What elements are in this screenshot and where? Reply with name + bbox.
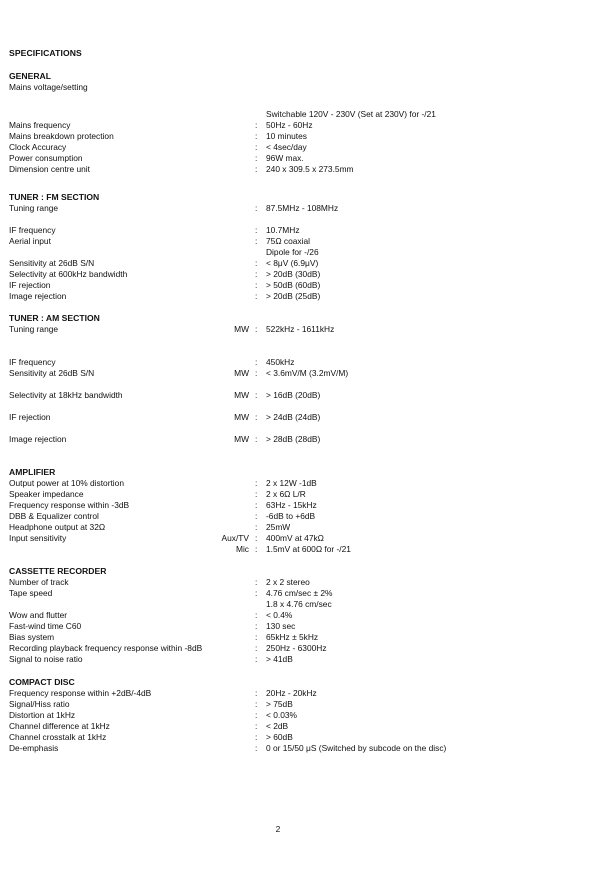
section-heading: TUNER : AM SECTION	[9, 313, 100, 323]
band-label: Mic	[235, 544, 249, 554]
spec-label: Number of track	[9, 577, 69, 587]
spec-value: 87.5MHz - 108MHz	[266, 203, 339, 213]
spec-row	[9, 688, 569, 699]
spec-label: Wow and flutter	[9, 610, 68, 620]
spec-row	[9, 324, 569, 335]
page-number: 2	[275, 824, 281, 834]
spec-label: De-emphasis	[9, 743, 59, 753]
spec-value: 450kHz	[266, 357, 295, 367]
spec-value: < 0.03%	[266, 710, 297, 720]
spec-value: 96W max.	[266, 153, 304, 163]
spec-value: < 3.6mV/M (3.2mV/M)	[266, 368, 349, 378]
spec-value: > 20dB (30dB)	[266, 269, 321, 279]
spec-label: Speaker impedance	[9, 489, 84, 499]
spec-row	[9, 643, 569, 654]
section-heading: GENERAL	[9, 71, 52, 81]
separator: :	[255, 291, 258, 301]
band-label: MW	[234, 390, 249, 400]
section-heading: COMPACT DISC	[9, 677, 75, 687]
spec-value: 2 x 12W -1dB	[266, 478, 317, 488]
spec-row	[9, 390, 569, 401]
spec-row	[9, 269, 569, 280]
spec-row	[9, 743, 569, 754]
spec-row	[9, 721, 569, 732]
spec-label: Channel crosstalk at 1kHz	[9, 732, 107, 742]
am-section	[9, 313, 569, 445]
separator: :	[255, 120, 258, 130]
separator: :	[255, 478, 258, 488]
spec-value: -6dB to +6dB	[266, 511, 316, 521]
spec-label: Dimension centre unit	[9, 164, 90, 174]
section-heading: TUNER : FM SECTION	[9, 192, 100, 202]
spec-value: 25mW	[266, 522, 291, 532]
spec-row	[9, 511, 569, 522]
fm-section	[9, 192, 569, 302]
spec-row	[9, 357, 569, 368]
spec-row	[9, 291, 569, 302]
spec-value: 130 sec	[266, 621, 296, 631]
spec-row	[9, 533, 569, 544]
separator: :	[255, 489, 258, 499]
spec-row	[9, 478, 569, 489]
spec-label: Frequency response within +2dB/-4dB	[9, 688, 152, 698]
spec-value: > 20dB (25dB)	[266, 291, 321, 301]
spec-row	[9, 621, 569, 632]
spec-row	[9, 434, 569, 445]
spec-label: IF rejection	[9, 412, 51, 422]
spec-value: Switchable 120V - 230V (Set at 230V) for -/21	[266, 109, 436, 119]
separator: :	[255, 500, 258, 510]
spec-label: Mains voltage/setting	[9, 82, 88, 92]
spec-value: 250Hz - 6300Hz	[266, 643, 327, 653]
spec-label: Headphone output at 32Ω	[9, 522, 106, 532]
spec-row	[9, 699, 569, 710]
spec-label: Aerial input	[9, 236, 51, 246]
spec-value: > 75dB	[266, 699, 293, 709]
spec-row	[9, 599, 569, 610]
separator: :	[255, 324, 258, 334]
spec-label: Mains frequency	[9, 120, 71, 130]
spec-label: Output power at 10% distortion	[9, 478, 124, 488]
spec-label: Signal/Hiss ratio	[9, 699, 70, 709]
separator: :	[255, 153, 258, 163]
spec-value: 63Hz - 15kHz	[266, 500, 317, 510]
spec-row	[9, 203, 569, 214]
spec-row	[9, 153, 569, 164]
separator: :	[255, 236, 258, 246]
amplifier-section	[9, 467, 569, 555]
spec-value: 0 or 15/50 μS (Switched by subcode on the disc)	[266, 743, 447, 753]
spec-value: 75Ω coaxial	[266, 236, 310, 246]
spec-value: 10.7MHz	[266, 225, 300, 235]
section-heading: AMPLIFIER	[9, 467, 56, 477]
separator: :	[255, 533, 258, 543]
separator: :	[255, 225, 258, 235]
separator: :	[255, 577, 258, 587]
spec-row	[9, 82, 569, 93]
spec-row	[9, 258, 569, 269]
compact-disc-section	[9, 677, 569, 754]
cassette-section	[9, 566, 569, 665]
separator: :	[255, 688, 258, 698]
separator: :	[255, 203, 258, 213]
spec-row	[9, 710, 569, 721]
spec-label: Signal to noise ratio	[9, 654, 83, 664]
spec-value: > 50dB (60dB)	[266, 280, 321, 290]
spec-row	[9, 489, 569, 500]
spec-row	[9, 588, 569, 599]
separator: :	[255, 511, 258, 521]
spec-value: 1.5mV at 600Ω for -/21	[266, 544, 351, 554]
band-label: MW	[234, 412, 249, 422]
spec-label: Sensitivity at 26dB S/N	[9, 368, 95, 378]
spec-value: 2 x 2 stereo	[266, 577, 310, 587]
spec-row	[9, 247, 569, 258]
spec-label: Frequency response within -3dB	[9, 500, 130, 510]
spec-value: > 41dB	[266, 654, 293, 664]
separator: :	[255, 412, 258, 422]
separator: :	[255, 390, 258, 400]
spec-label: Tuning range	[9, 203, 59, 213]
separator: :	[255, 258, 258, 268]
spec-label: Selectivity at 18kHz bandwidth	[9, 390, 123, 400]
spec-label: Input sensitivity	[9, 533, 67, 543]
separator: :	[255, 632, 258, 642]
spec-label: Tuning range	[9, 324, 59, 334]
spec-label: Bias system	[9, 632, 55, 642]
separator: :	[255, 721, 258, 731]
spec-value: > 28dB (28dB)	[266, 434, 321, 444]
separator: :	[255, 699, 258, 709]
separator: :	[255, 743, 258, 753]
spec-row	[9, 632, 569, 643]
spec-value: 1.8 x 4.76 cm/sec	[266, 599, 332, 609]
spec-value: 4.76 cm/sec ± 2%	[266, 588, 333, 598]
separator: :	[255, 357, 258, 367]
spec-value: 50Hz - 60Hz	[266, 120, 313, 130]
spec-label: Tape speed	[9, 588, 53, 598]
spec-value: 20Hz - 20kHz	[266, 688, 317, 698]
spec-row	[9, 544, 569, 555]
separator: :	[255, 710, 258, 720]
spec-label: Recording playback frequency response within -8dB	[9, 643, 203, 653]
spec-value: > 16dB (20dB)	[266, 390, 321, 400]
section-heading: CASSETTE RECORDER	[9, 566, 107, 576]
band-label: MW	[234, 324, 249, 334]
spec-row	[9, 412, 569, 423]
separator: :	[255, 732, 258, 742]
band-label: MW	[234, 434, 249, 444]
separator: :	[255, 434, 258, 444]
spec-label: IF rejection	[9, 280, 51, 290]
spec-row	[9, 577, 569, 588]
separator: :	[255, 654, 258, 664]
spec-row	[9, 654, 569, 665]
spec-label: Distortion at 1kHz	[9, 710, 76, 720]
spec-label: Power consumption	[9, 153, 83, 163]
spec-label: IF frequency	[9, 357, 56, 367]
spec-label: Mains breakdown protection	[9, 131, 114, 141]
spec-row	[9, 236, 569, 247]
spec-value: > 60dB	[266, 732, 293, 742]
spec-row	[9, 280, 569, 291]
spec-row	[9, 732, 569, 743]
spec-value: < 8μV (6.9μV)	[266, 258, 319, 268]
general-section	[9, 71, 569, 175]
separator: :	[255, 544, 258, 554]
spec-value: 2 x 6Ω L/R	[266, 489, 306, 499]
separator: :	[255, 522, 258, 532]
spec-row	[9, 522, 569, 533]
separator: :	[255, 621, 258, 631]
spec-row	[9, 131, 569, 142]
spec-row	[9, 109, 569, 120]
spec-label: Sensitivity at 26dB S/N	[9, 258, 95, 268]
spec-label: Channel difference at 1kHz	[9, 721, 110, 731]
spec-label: DBB & Equalizer control	[9, 511, 99, 521]
spec-value: 522kHz - 1611kHz	[266, 324, 335, 334]
spec-value: > 24dB (24dB)	[266, 412, 321, 422]
spec-row	[9, 225, 569, 236]
spec-value: < 4sec/day	[266, 142, 307, 152]
spec-label: Image rejection	[9, 434, 67, 444]
separator: :	[255, 164, 258, 174]
separator: :	[255, 142, 258, 152]
spec-row	[9, 368, 569, 379]
spec-label: Image rejection	[9, 291, 67, 301]
spec-value: 240 x 309.5 x 273.5mm	[266, 164, 354, 174]
spec-label: Selectivity at 600kHz bandwidth	[9, 269, 128, 279]
spec-value: 400mV at 47kΩ	[266, 533, 324, 543]
separator: :	[255, 588, 258, 598]
spec-label: IF frequency	[9, 225, 56, 235]
spec-value: < 0.4%	[266, 610, 293, 620]
spec-row	[9, 120, 569, 131]
separator: :	[255, 280, 258, 290]
separator: :	[255, 610, 258, 620]
band-label: MW	[234, 368, 249, 378]
spec-label: Clock Accuracy	[9, 142, 67, 152]
spec-label: Fast-wind time C60	[9, 621, 82, 631]
separator: :	[255, 643, 258, 653]
band-label: Aux/TV	[221, 533, 249, 543]
page-title: SPECIFICATIONS	[9, 48, 82, 58]
separator: :	[255, 368, 258, 378]
spec-row	[9, 610, 569, 621]
spec-value: Dipole for -/26	[266, 247, 319, 257]
separator: :	[255, 131, 258, 141]
spec-value: 65kHz ± 5kHz	[266, 632, 319, 642]
separator: :	[255, 269, 258, 279]
spec-value: < 2dB	[266, 721, 289, 731]
spec-row	[9, 142, 569, 153]
spec-value: 10 minutes	[266, 131, 307, 141]
spec-row	[9, 500, 569, 511]
spec-row	[9, 164, 569, 175]
